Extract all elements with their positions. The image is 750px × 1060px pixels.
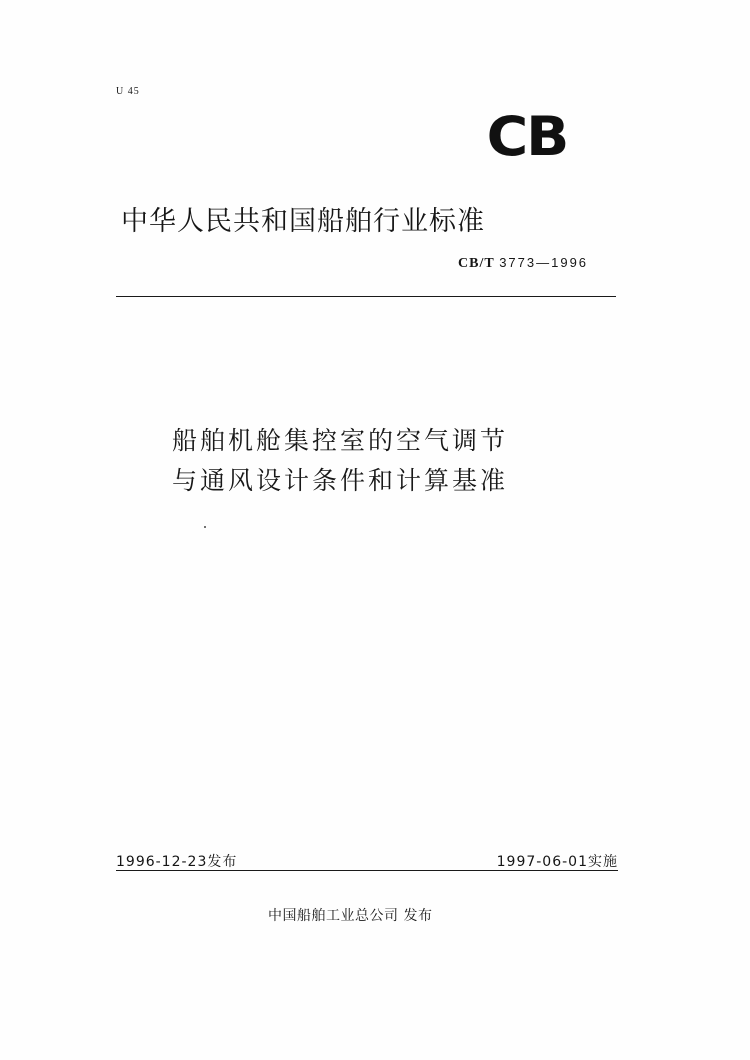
bottom-divider [116, 870, 618, 871]
document-title [172, 421, 602, 501]
standard-code [458, 255, 628, 272]
standard-title: 中华人民共和国船舶行业标准 [121, 206, 485, 237]
scan-dot [204, 526, 206, 528]
standard-code-number: 3773—1996 [499, 255, 589, 270]
document-title-line-2: 与通风设计条件和计算基准 [172, 466, 509, 495]
implementation-date: 1997-06-01实施 [496, 854, 618, 870]
publisher: 中国船舶工业总公司 发布 [268, 908, 433, 924]
standard-code-prefix: CB/T [458, 256, 495, 271]
document-title-line-1: 船舶机舱集控室的空气调节 [172, 426, 509, 455]
classification-code: U 45 [116, 86, 140, 97]
cb-logo: CB [486, 105, 568, 168]
issue-date: 1996-12-23发布 [116, 854, 238, 870]
top-divider [116, 296, 616, 297]
date-row [116, 851, 618, 869]
